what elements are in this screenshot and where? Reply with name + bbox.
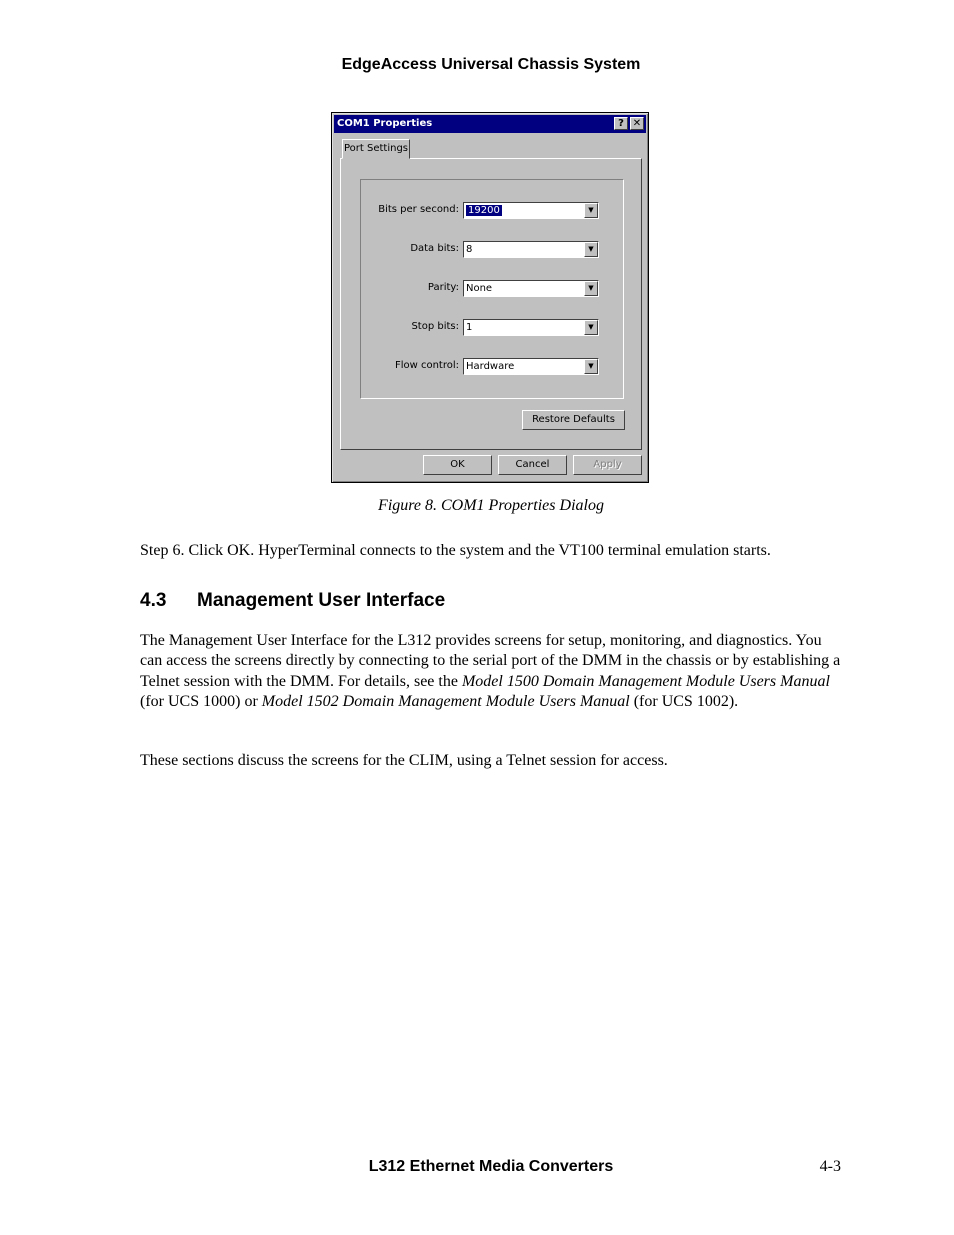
chevron-down-icon[interactable]: ▼ (584, 242, 598, 257)
flow-control-label: Flow control: (394, 360, 459, 371)
parity-select[interactable] (463, 280, 599, 297)
flow-control-value: Hardware (466, 361, 515, 372)
para1-text-b: (for UCS 1000) or (140, 692, 262, 710)
stop-bits-label: Stop bits: (411, 321, 459, 332)
parity-label: Parity: (427, 282, 459, 293)
dialog-title: COM1 Properties (337, 118, 433, 129)
stop-bits-select[interactable] (463, 319, 599, 336)
bits-per-second-value: 19200 (468, 205, 500, 216)
stop-bits-row (361, 319, 625, 336)
bits-per-second-row (361, 202, 625, 219)
data-bits-label: Data bits: (410, 243, 459, 254)
data-bits-row (361, 241, 625, 258)
flow-control-select[interactable] (463, 358, 599, 375)
dmm-1500-manual-title: Model 1500 Domain Management Module Users Manual (461, 672, 830, 690)
chevron-down-icon[interactable]: ▼ (584, 281, 598, 296)
parity-row (361, 280, 625, 297)
chevron-down-icon[interactable]: ▼ (584, 359, 598, 374)
data-bits-value: 8 (466, 244, 473, 255)
settings-group (360, 179, 624, 399)
help-button[interactable]: ? (614, 117, 628, 130)
sections-paragraph: These sections discuss the screens for the CLIM, using a Telnet session for access. (140, 752, 668, 769)
apply-button[interactable]: Apply (573, 455, 642, 475)
port-settings-panel (340, 158, 642, 450)
flow-control-row (361, 358, 625, 375)
section-title: Management User Interface (197, 590, 446, 611)
restore-defaults-button[interactable]: Restore Defaults (522, 410, 625, 430)
tab-port-settings[interactable]: Port Settings (342, 139, 410, 159)
para1-text-c: (for UCS 1002). (629, 692, 739, 710)
chevron-down-icon[interactable]: ▼ (584, 203, 598, 218)
page-number: 4-3 (819, 1158, 841, 1175)
stop-bits-value: 1 (466, 322, 473, 333)
dialog-titlebar (334, 115, 646, 133)
para1-text-a: The Management User Interface for the L312 provides screens for setup, monitoring, and diagnostics. You can access the screens directly by connecting to the serial port of the DMM in the chassis or by establishing a Telnet session with the DMM. For details, see the (140, 632, 841, 690)
data-bits-select[interactable] (463, 241, 599, 258)
ok-button[interactable]: OK (423, 455, 492, 475)
section-heading (140, 590, 445, 612)
running-header: EdgeAccess Universal Chassis System (341, 56, 641, 73)
parity-value: None (466, 283, 493, 294)
cancel-button[interactable]: Cancel (498, 455, 567, 475)
figure-caption: Figure 8. COM1 Properties Dialog (378, 497, 604, 514)
dmm-1502-manual-title: Model 1502 Domain Management Module Users Manual (261, 692, 630, 710)
chevron-down-icon[interactable]: ▼ (584, 320, 598, 335)
management-ui-paragraph (140, 631, 845, 712)
com1-properties-dialog (331, 112, 649, 483)
section-number: 4.3 (140, 590, 167, 611)
bits-per-second-label: Bits per second: (378, 204, 459, 215)
running-footer: L312 Ethernet Media Converters (368, 1158, 614, 1175)
close-button[interactable]: ✕ (630, 117, 644, 130)
step-6-text: Step 6. Click OK. HyperTerminal connects to the system and the VT100 terminal emulation starts. (140, 542, 771, 559)
bits-per-second-select[interactable] (463, 202, 599, 219)
